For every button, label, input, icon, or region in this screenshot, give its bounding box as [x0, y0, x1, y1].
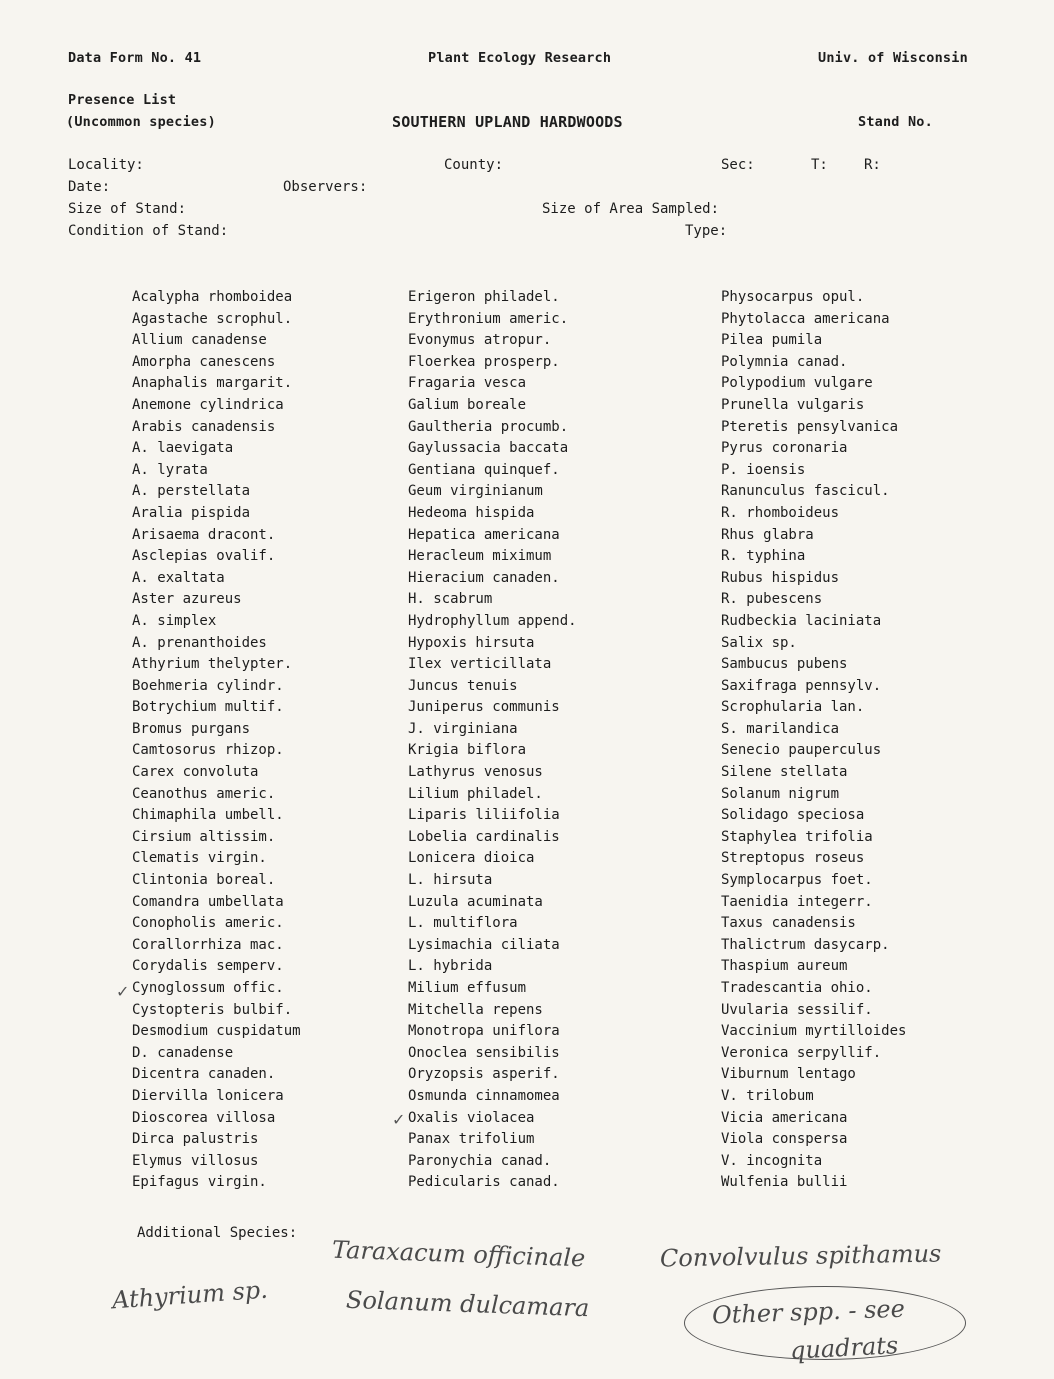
species-item: Prunella vulgaris	[721, 396, 865, 413]
check-mark: ✓	[392, 1110, 406, 1129]
species-item: A. lyrata	[132, 461, 208, 478]
species-item: Camtosorus rhizop.	[132, 742, 284, 759]
species-item: Arisaema dracont.	[132, 526, 276, 543]
locality-label: Locality:	[68, 157, 144, 173]
species-item: Polypodium vulgare	[721, 375, 873, 392]
species-item: Viola conspersa	[721, 1131, 848, 1148]
handwritten-entry: Other spp. - see	[711, 1294, 906, 1330]
species-item: Veronica serpyllif.	[721, 1044, 882, 1061]
species-item: Staphylea trifolia	[721, 828, 873, 845]
handwritten-entry: Convolvulus spithamus	[659, 1239, 942, 1273]
species-item: Taxus canadensis	[721, 915, 856, 932]
species-item: Asclepias ovalif.	[132, 548, 276, 565]
species-item: Sambucus pubens	[721, 656, 848, 673]
species-item: Dioscorea villosa	[132, 1109, 276, 1126]
species-item: Floerkea prosperp.	[408, 353, 560, 370]
species-item: Amorpha canescens	[132, 353, 276, 370]
species-item: Pedicularis canad.	[408, 1174, 560, 1191]
species-item: Oryzopsis asperif.	[408, 1066, 560, 1083]
species-item: Tradescantia ohio.	[721, 980, 873, 996]
check-mark: ✓	[116, 982, 130, 1001]
species-item: Chimaphila umbell.	[132, 807, 284, 824]
stand-number-label: Stand No.	[858, 114, 933, 130]
species-item: Rudbeckia laciniata	[721, 612, 882, 629]
species-item: Aralia pispida	[132, 504, 251, 521]
species-item: Conopholis americ.	[132, 915, 284, 932]
species-item: Geum virginianum	[408, 483, 543, 500]
species-item: V. incognita	[721, 1152, 823, 1169]
species-item: Ranunculus fascicul.	[721, 483, 890, 500]
species-column-1	[132, 287, 301, 1194]
species-item: L. multiflora	[408, 915, 518, 932]
species-item: Anaphalis margarit.	[132, 375, 293, 392]
species-item: H. scabrum	[408, 591, 493, 608]
species-item: Corydalis semperv.	[132, 958, 284, 975]
species-item: D. canadense	[132, 1044, 234, 1061]
species-item: Scrophularia lan.	[721, 699, 865, 716]
species-item: Liparis liliifolia	[408, 807, 560, 824]
species-item: P. ioensis	[721, 461, 806, 478]
list-type: Presence List	[68, 92, 177, 108]
handwritten-entry: Athyrium sp.	[111, 1275, 269, 1315]
species-item: Wulfenia bullii	[721, 1174, 848, 1191]
species-item: Lonicera dioica	[408, 850, 535, 867]
type-label: Type:	[685, 223, 728, 239]
species-item: Lilium philadel.	[408, 785, 543, 802]
species-item: Saxifraga pennsylv.	[721, 677, 882, 694]
date-label: Date:	[68, 179, 111, 195]
species-item: Elymus villosus	[132, 1152, 259, 1169]
species-item: Athyrium thelypter.	[132, 656, 293, 673]
species-item: J. virginiana	[408, 720, 518, 737]
list-subtitle: (Uncommon species)	[66, 114, 216, 130]
species-item: Juncus tenuis	[408, 677, 518, 694]
species-item: Clintonia boreal.	[132, 872, 276, 889]
species-item: Pteretis pensylvanica	[721, 418, 899, 435]
species-item: Botrychium multif.	[132, 699, 284, 716]
handwritten-entry: quadrats	[789, 1331, 899, 1365]
species-item: Allium canadense	[132, 332, 267, 349]
species-item: Onoclea sensibilis	[408, 1044, 560, 1061]
species-item: Hieracium canaden.	[408, 569, 560, 586]
species-item: V. trilobum	[721, 1087, 814, 1104]
species-item: Aster azureus	[132, 591, 242, 608]
form-number: Data Form No. 41	[68, 50, 202, 66]
species-item: Polymnia canad.	[721, 353, 848, 370]
university: Univ. of Wisconsin	[818, 50, 968, 66]
species-item: Krigia biflora	[408, 742, 527, 759]
species-item: Luzula acuminata	[408, 893, 543, 910]
species-item: Pilea pumila	[721, 332, 823, 349]
handwritten-entry: Taraxacum officinale	[331, 1235, 586, 1273]
species-item: Ceanothus americ.	[132, 785, 276, 802]
species-item: Juniperus communis	[408, 699, 560, 716]
species-item: Viburnum lentago	[721, 1066, 856, 1083]
species-item: Evonymus atropur.	[408, 332, 552, 349]
species-item: Osmunda cinnamomea	[408, 1087, 560, 1104]
species-item: R. typhina	[721, 548, 806, 565]
species-item: L. hirsuta	[408, 872, 493, 889]
species-item: Vicia americana	[721, 1109, 848, 1126]
species-item: Gentiana quinquef.	[408, 461, 560, 478]
species-item: A. prenanthoides	[132, 634, 267, 651]
species-item: Hypoxis hirsuta	[408, 634, 535, 651]
condition-label: Condition of Stand:	[68, 223, 229, 239]
size-of-area-label: Size of Area Sampled:	[542, 201, 720, 217]
species-item: Solanum nigrum	[721, 785, 840, 802]
species-item: Thaspium aureum	[721, 958, 848, 975]
species-item: Senecio pauperculus	[721, 742, 882, 759]
additional-species-label: Additional Species:	[137, 1225, 298, 1241]
species-item: Diervilla lonicera	[132, 1087, 284, 1104]
sec-label: Sec:	[721, 157, 755, 173]
species-item: Erythronium americ.	[408, 310, 569, 327]
county-label: County:	[444, 157, 504, 173]
species-column-2	[408, 287, 577, 1194]
species-column-3	[721, 287, 906, 1194]
species-item: Phytolacca americana	[721, 310, 890, 327]
species-item: Hepatica americana	[408, 526, 560, 543]
species-item: Rhus glabra	[721, 526, 814, 543]
species-item: Ilex verticillata	[408, 656, 552, 673]
species-item: Taenidia integerr.	[721, 893, 873, 910]
species-item: Uvularia sessilif.	[721, 1001, 873, 1018]
species-item: Lysimachia ciliata	[408, 936, 560, 953]
species-item: Pyrus coronaria	[721, 440, 848, 457]
species-item: Acalypha rhomboidea	[132, 289, 293, 305]
community-title: SOUTHERN UPLAND HARDWOODS	[392, 113, 623, 131]
species-item: Panax trifolium	[408, 1131, 535, 1148]
species-item: A. simplex	[132, 612, 217, 629]
species-item: Salix sp.	[721, 634, 797, 651]
species-item: Clematis virgin.	[132, 850, 267, 867]
species-item: Thalictrum dasycarp.	[721, 936, 890, 953]
species-item: Gaylussacia baccata	[408, 440, 569, 457]
species-item: Erigeron philadel.	[408, 289, 560, 305]
species-item: Milium effusum	[408, 980, 527, 996]
species-item: Anemone cylindrica	[132, 396, 284, 413]
species-item: Rubus hispidus	[721, 569, 840, 586]
species-item: Cystopteris bulbif.	[132, 1001, 293, 1018]
species-item: Physocarpus opul.	[721, 289, 865, 305]
species-item: Desmodium cuspidatum	[132, 1023, 301, 1040]
size-of-stand-label: Size of Stand:	[68, 201, 187, 217]
species-item: Paronychia canad.	[408, 1152, 552, 1169]
species-item: Arabis canadensis	[132, 418, 276, 435]
observers-label: Observers:	[283, 179, 368, 195]
species-item: Dirca palustris	[132, 1131, 259, 1148]
species-item: Boehmeria cylindr.	[132, 677, 284, 694]
species-item: Oxalis violacea	[408, 1109, 535, 1126]
township-label: T:	[811, 157, 828, 173]
species-item: Vaccinium myrtilloides	[721, 1023, 907, 1040]
species-item: A. laevigata	[132, 440, 234, 457]
species-item: Monotropa uniflora	[408, 1023, 560, 1040]
species-item: Bromus purgans	[132, 720, 251, 737]
species-item: R. pubescens	[721, 591, 823, 608]
handwritten-entry: Solanum dulcamara	[345, 1285, 590, 1323]
species-item: Solidago speciosa	[721, 807, 865, 824]
species-item: Cynoglossum offic.	[132, 980, 284, 996]
species-item: Lobelia cardinalis	[408, 828, 560, 845]
species-item: Hydrophyllum append.	[408, 612, 577, 629]
species-item: Heracleum miximum	[408, 548, 552, 565]
species-item: A. exaltata	[132, 569, 225, 586]
species-item: Carex convoluta	[132, 764, 259, 781]
species-item: L. hybrida	[408, 958, 493, 975]
species-item: Gaultheria procumb.	[408, 418, 569, 435]
species-item: R. rhomboideus	[721, 504, 840, 521]
species-item: Fragaria vesca	[408, 375, 527, 392]
species-item: Symplocarpus foet.	[721, 872, 873, 889]
species-item: Lathyrus venosus	[408, 764, 543, 781]
species-item: Mitchella repens	[408, 1001, 543, 1018]
organization: Plant Ecology Research	[428, 50, 612, 66]
species-item: A. perstellata	[132, 483, 251, 500]
species-item: Dicentra canaden.	[132, 1066, 276, 1083]
species-item: Agastache scrophul.	[132, 310, 293, 327]
range-label: R:	[864, 157, 881, 173]
species-item: Comandra umbellata	[132, 893, 284, 910]
species-item: Galium boreale	[408, 396, 527, 413]
species-item: Hedeoma hispida	[408, 504, 535, 521]
species-item: Streptopus roseus	[721, 850, 865, 867]
species-item: Epifagus virgin.	[132, 1174, 267, 1191]
species-item: Silene stellata	[721, 764, 848, 781]
species-item: Cirsium altissim.	[132, 828, 276, 845]
species-item: S. marilandica	[721, 720, 840, 737]
species-item: Corallorrhiza mac.	[132, 936, 284, 953]
